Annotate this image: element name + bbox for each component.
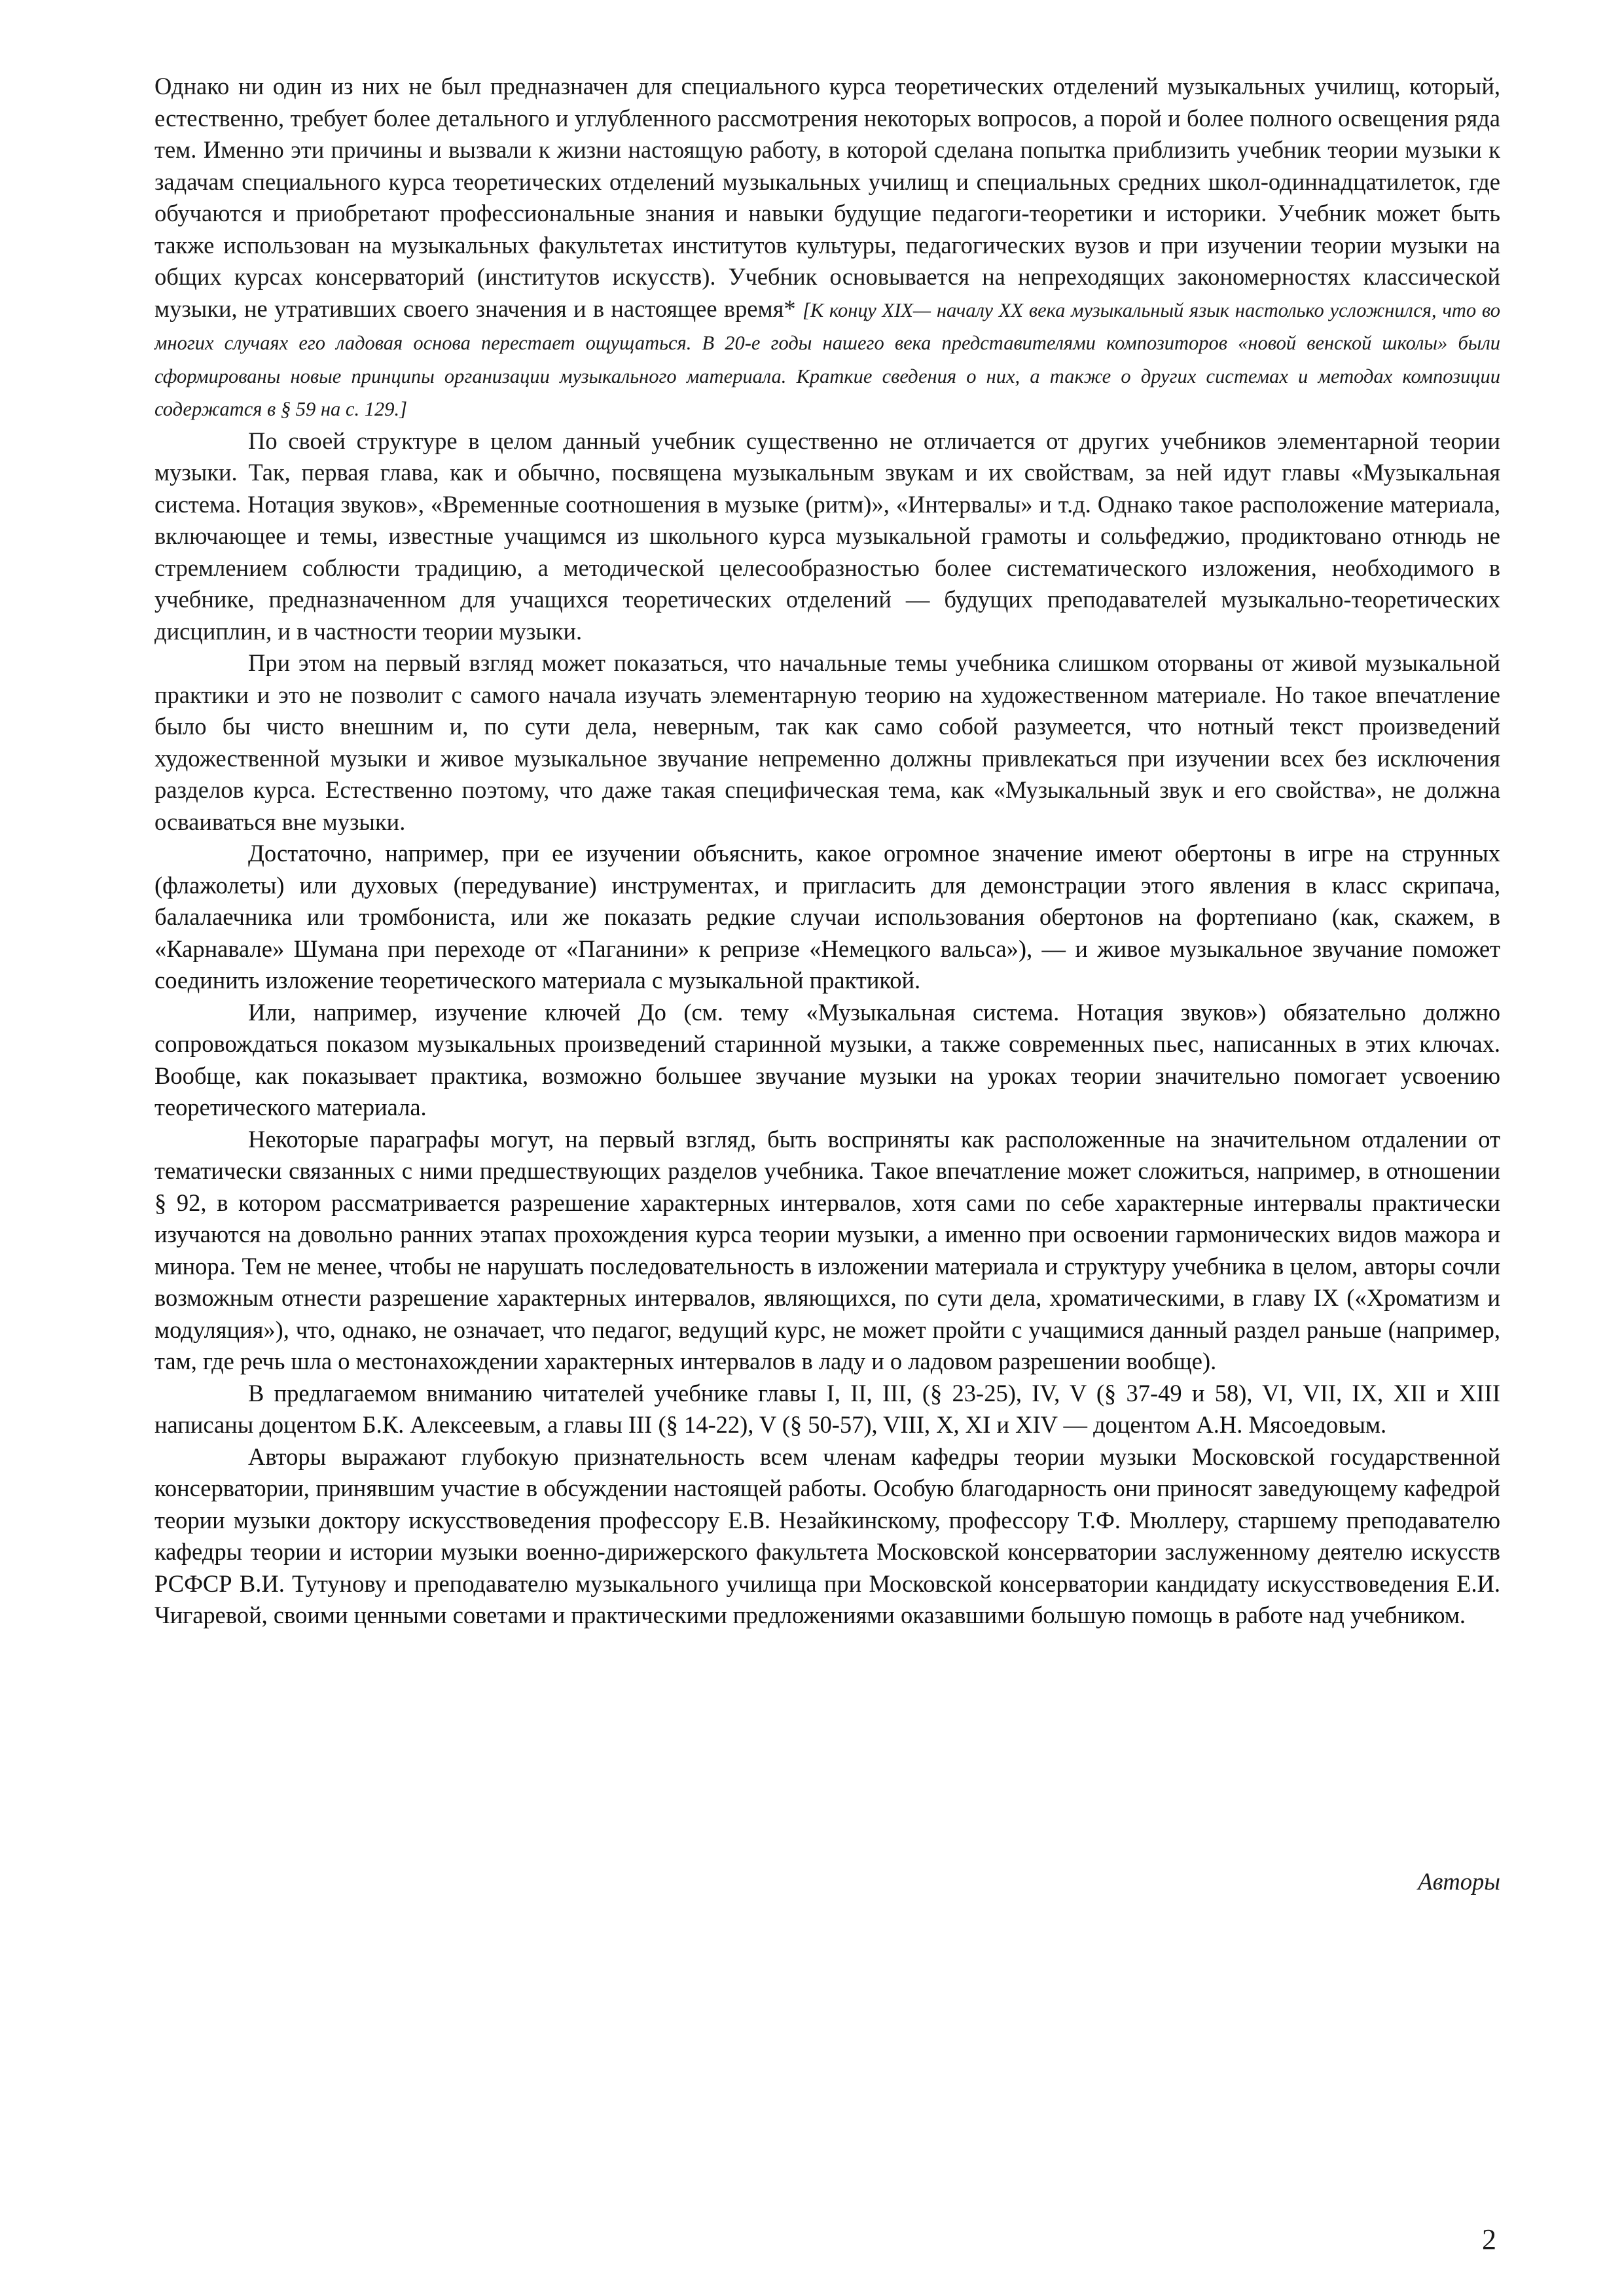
paragraph-first-impression: При этом на первый взгляд может показаться, что начальные темы учебника слишком оторваны от живой музыкальной практики и это не позволит с самого начала изучать элементарную теорию на художественном материале. Но такое впечатление было бы чисто внешним и, по сути дела, неверным, так как само собой разумеется, что нотный текст произведений художественной музыки и живое музыкальное звучание непременно должны привлекаться при изучении всех без исключения разделов курса. Естественно поэтому, что даже такая специфическая тема, как «Музыкальный звук и его свойства», не должна осваиваться вне музыки.: [154, 649, 1500, 835]
paragraph-authorship: В предлагаемом вниманию читателей учебнике главы I, II, III, (§ 23-25), IV, V (§ 37-49 и 58), VI, VII, IX, XII и XIII написаны доцентом Б.К. Алексеевым, а главы III (§ 14-22), V (§ 50-57), VIII, X, XI и XIV — доцентом А.Н. Мясоедовым.: [154, 1379, 1500, 1438]
paragraph-intro: [154, 71, 1500, 425]
page-body: [154, 71, 1501, 1895]
paragraph-sections: Некоторые параграфы могут, на первый взгляд, быть восприняты как расположенные на значительном отдалении от тематически связанных с ними предшествующих разделов учебника. Такое впечатление может сложиться, например, в отношении § 92, в котором рассматривается разрешение характерных интервалов, хотя сами по себе характерные интервалы практически изучаются на довольно ранних этапах прохождения курса теории музыки, а именно при освоении гармонических видов мажора и минора. Тем не менее, чтобы не нарушать последовательность в изложении материала и структуру учебника в целом, авторы сочли возможным отнести разрешение характерных интервалов, являющихся, по сути дела, хроматическими, в главу IX («Хроматизм и модуляция»), что, однако, не означает, что педагог, ведущий курс, не может пройти с учащимися данный раздел раньше (например, там, где речь шла о местонахождении характерных интервалов в ладу и о ладовом разрешении вообще).: [154, 1125, 1500, 1374]
footnote-inline: [К концу XIX— началу XX века музыкальный язык настолько усложнился, что во многих случаях его ладовая основа перестает ощущаться. В 20-е годы нашего века представителями композиторов «новой венской школы» были сформированы новые принципы организации музыкального материала. Краткие сведения о них, а также о других системах и методах композиции содержатся в § 59 на с. 129.]: [154, 298, 1501, 420]
paragraph-overtones: Достаточно, например, при ее изучении объяснить, какое огромное значение имеют обертоны в игре на струнных (флажолеты) или духовых (передувание) инструментах, и пригласить для демонстрации этого явления в класс скрипача, балалаечника или тромбониста, или же показать редкие случаи использования обертонов на фортепиано (как, скажем, в «Карнавале» Шумана при переходе от «Паганини» к репризе «Немецкого вальса»), — и живое музыкальное звучание поможет соединить изложение теоретического материала с музыкальной практикой.: [154, 840, 1500, 994]
paragraph-clefs: Или, например, изучение ключей До (см. тему «Музыкальная система. Нотация звуков») обязательно должно сопровождаться показом музыкальных произведений старинной музыки, а также современных пьес, написанных в этих ключах. Вообще, как показывает практика, возможно большее звучание музыки на уроках теории значительно помогает усвоению теоретического материала.: [154, 998, 1500, 1121]
signature: Авторы: [1418, 1868, 1500, 1895]
page-number: 2: [1482, 2223, 1496, 2255]
paragraph-intro-text: Однако ни один из них не был предназначен для специального курса теоретических отделений музыкальных училищ, который, естественно, требует более детального и углубленного рассмотрения некоторых вопросов, а порой и более полного освещения ряда тем. Именно эти причины и вызвали к жизни настоящую работу, в которой сделана попытка приблизить учебник теории музыки к задачам специального курса теоретических отделений музыкальных училищ и специальных средних школ-одиннадцатилеток, где обучаются и приобретают профессиональные знания и навыки будущие педагоги-теоретики и историки. Учебник может быть также использован на музыкальных факультетах институтов культуры, педагогических вузов и при изучении теории музыки на общих курсах консерваторий (институтов искусств). Учебник основывается на непреходящих закономерностях классической музыки, не утративших своего значения и в настоящее время*: [154, 73, 1500, 322]
paragraph-acknowledgements: Авторы выражают глубокую признательность всем членам кафедры теории музыки Московской государственной консерватории, принявшим участие в обсуждении настоящей работы. Особую благодарность они приносят заведующему кафедрой теории музыки доктору искусствоведения профессору Е.В. Незайкинскому, профессору Т.Ф. Мюллеру, старшему преподавателю кафедры теории и истории музыки военно-дирижерского факультета Московской консерватории заслуженному деятелю искусств РСФСР В.И. Тутунову и преподавателю музыкального училища при Московской консерватории кандидату искусствоведения Е.И. Чигаревой, своими ценными советами и практическими предложениями оказавшими большую помощь в работе над учебником.: [154, 1443, 1500, 1628]
paragraph-structure: По своей структуре в целом данный учебник существенно не отличается от других учебников элементарной теории музыки. Так, первая глава, как и обычно, посвящена музыкальным звукам и их свойствам, за ней идут главы «Музыкальная система. Нотация звуков», «Временные соотношения в музыке (ритм)», «Интервалы» и т.д. Однако такое расположение материала, включающее и темы, известные учащимся из школьного курса музыкальной грамоты и сольфеджио, продиктовано отнюдь не стремлением соблюсти традицию, а методической целесообразностью более систематического изложения, необходимого в учебнике, предназначенном для учащихся теоретических отделений — будущих преподавателей музыкально-теоретических дисциплин, и в частности теории музыки.: [154, 427, 1500, 645]
